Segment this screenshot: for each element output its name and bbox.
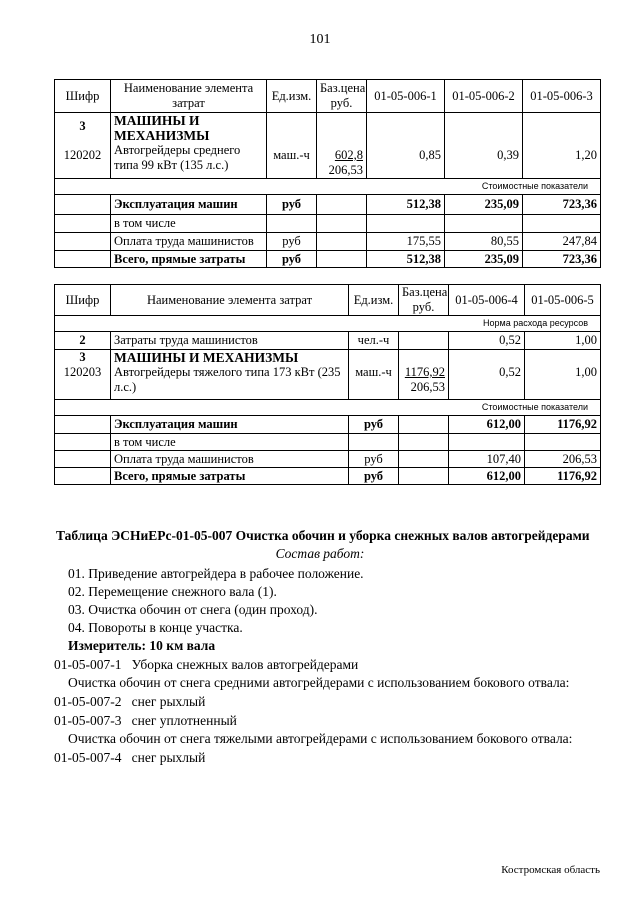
row-value: 723,36 bbox=[523, 195, 601, 215]
row-value: 512,38 bbox=[367, 251, 445, 268]
cost-header-row bbox=[55, 400, 601, 416]
item-price-base: 1176,92 bbox=[404, 365, 445, 379]
norm-paragraph: Очистка обочин от снега средними автогрейдерами с использованием бокового отвала: bbox=[68, 675, 570, 690]
row-unit: руб bbox=[349, 468, 399, 485]
table-row bbox=[55, 434, 601, 451]
row-value: 0,52 bbox=[449, 332, 525, 350]
row-value: 206,53 bbox=[525, 451, 601, 468]
table-header-row bbox=[55, 285, 601, 316]
row-unit: руб bbox=[267, 251, 317, 268]
row-value: 723,36 bbox=[523, 251, 601, 268]
item-code: 120202 bbox=[63, 148, 102, 162]
row-name: в том числе bbox=[111, 434, 349, 451]
col-header-code: Шифр bbox=[55, 285, 111, 316]
norm-paragraph: Очистка обочин от снега тяжелыми автогрейдерами с использованием бокового отвала: bbox=[68, 731, 573, 746]
item-price-base: 602,8 bbox=[334, 148, 363, 162]
item-value: 0,52 bbox=[499, 365, 521, 379]
row-name: Всего, прямые затраты bbox=[111, 468, 349, 485]
row-value: 612,00 bbox=[449, 416, 525, 434]
item-code: 120203 bbox=[63, 365, 102, 379]
section-title: Таблица ЭСНиЕРс-01-05-007 Очистка обочин и уборка снежных валов автогрейдерами bbox=[56, 528, 590, 543]
page-number: 101 bbox=[309, 32, 331, 47]
item-price-labor: 206,53 bbox=[328, 163, 363, 177]
table-row-total bbox=[55, 251, 601, 268]
table-row bbox=[55, 416, 601, 434]
col-header-code: Шифр bbox=[55, 80, 111, 113]
col-header-norm-3: 01-05-006-3 bbox=[523, 80, 601, 113]
section-title: МАШИНЫ И МЕХАНИЗМЫ bbox=[114, 113, 210, 143]
row-name: Оплата труда машинистов bbox=[111, 451, 349, 468]
item-unit: маш.-ч bbox=[355, 365, 392, 379]
row-unit: руб bbox=[267, 195, 317, 215]
row-name: Оплата труда машинистов bbox=[111, 233, 267, 251]
row-value: 1176,92 bbox=[525, 416, 601, 434]
table-row-machines bbox=[55, 350, 601, 400]
row-value: 235,09 bbox=[445, 195, 523, 215]
norm-line: 01-05-007-4 снег рыхлый bbox=[54, 750, 206, 765]
cost-header: Стоимостные показатели bbox=[55, 400, 601, 416]
meter-unit: Измеритель: 10 км вала bbox=[68, 638, 216, 653]
table-row bbox=[55, 215, 601, 233]
item-name: Автогрейдеры тяжелого типа 173 кВт (235 л.с.) bbox=[114, 365, 341, 394]
norm-header-row bbox=[55, 316, 601, 332]
norm-header: Норма расхода ресурсов bbox=[55, 316, 601, 332]
row-unit: руб bbox=[349, 416, 399, 434]
table-row-total bbox=[55, 468, 601, 485]
row-value: 512,38 bbox=[367, 195, 445, 215]
row-value: 247,84 bbox=[523, 233, 601, 251]
norm-line: 01-05-007-1 Уборка снежных валов автогрейдерами bbox=[54, 657, 359, 672]
cost-header-row bbox=[55, 179, 601, 195]
item-name: Автогрейдеры среднего типа 99 кВт (135 л.с.) bbox=[114, 143, 241, 172]
table-estimate-01-05-006-1-3 bbox=[54, 79, 601, 268]
col-header-norm-1: 01-05-006-1 bbox=[367, 80, 445, 113]
row-value: 175,55 bbox=[367, 233, 445, 251]
table-row-machines bbox=[55, 113, 601, 179]
section-number: 2 bbox=[55, 332, 111, 350]
work-step: 03. Очистка обочин от снега (один проход). bbox=[68, 602, 318, 617]
row-value: 1,00 bbox=[525, 332, 601, 350]
col-header-name: Наименование элемента затрат bbox=[111, 285, 349, 316]
norm-line: 01-05-007-3 снег уплотненный bbox=[54, 713, 237, 728]
norm-line: 01-05-007-2 снег рыхлый bbox=[54, 694, 206, 709]
row-value: 612,00 bbox=[449, 468, 525, 485]
item-price-labor: 206,53 bbox=[410, 380, 445, 394]
col-header-price: Баз.цена руб. bbox=[399, 285, 449, 316]
section-number: 3 bbox=[79, 119, 86, 133]
row-value: 107,40 bbox=[449, 451, 525, 468]
table-row bbox=[55, 233, 601, 251]
row-name: в том числе bbox=[111, 215, 267, 233]
footer-region: Костромская область bbox=[501, 864, 600, 876]
work-step: 02. Перемещение снежного вала (1). bbox=[68, 584, 277, 599]
col-header-norm-5: 01-05-006-5 bbox=[525, 285, 601, 316]
table-row bbox=[55, 195, 601, 215]
section-subtitle: Состав работ: bbox=[275, 546, 365, 561]
item-value: 1,20 bbox=[575, 148, 597, 162]
row-unit: руб bbox=[349, 451, 399, 468]
row-value: 235,09 bbox=[445, 251, 523, 268]
col-header-norm-4: 01-05-006-4 bbox=[449, 285, 525, 316]
table-header-row bbox=[55, 80, 601, 113]
item-value: 1,00 bbox=[575, 365, 597, 379]
col-header-price: Баз.цена руб. bbox=[317, 80, 367, 113]
work-step: 01. Приведение автогрейдера в рабочее положение. bbox=[68, 566, 364, 581]
row-name: Эксплуатация машин bbox=[111, 416, 349, 434]
item-value: 0,85 bbox=[419, 148, 441, 162]
item-value: 0,39 bbox=[497, 148, 519, 162]
cost-header: Стоимостные показатели bbox=[55, 179, 601, 195]
row-unit: руб bbox=[267, 233, 317, 251]
row-value: 1176,92 bbox=[525, 468, 601, 485]
table-row-labor bbox=[55, 332, 601, 350]
row-name: Эксплуатация машин bbox=[111, 195, 267, 215]
col-header-name: Наименование элемента затрат bbox=[111, 80, 267, 113]
row-name: Затраты труда машинистов bbox=[111, 332, 349, 350]
table-estimate-01-05-006-4-5 bbox=[54, 284, 601, 485]
item-unit: маш.-ч bbox=[273, 148, 310, 162]
work-step: 04. Повороты в конце участка. bbox=[68, 620, 243, 635]
section-title: МАШИНЫ И МЕХАНИЗМЫ bbox=[114, 350, 299, 365]
col-header-unit: Ед.изм. bbox=[267, 80, 317, 113]
row-unit: чел.-ч bbox=[349, 332, 399, 350]
table-row bbox=[55, 451, 601, 468]
col-header-norm-2: 01-05-006-2 bbox=[445, 80, 523, 113]
row-value: 80,55 bbox=[445, 233, 523, 251]
col-header-unit: Ед.изм. bbox=[349, 285, 399, 316]
row-name: Всего, прямые затраты bbox=[111, 251, 267, 268]
section-number: 3 bbox=[79, 350, 86, 364]
